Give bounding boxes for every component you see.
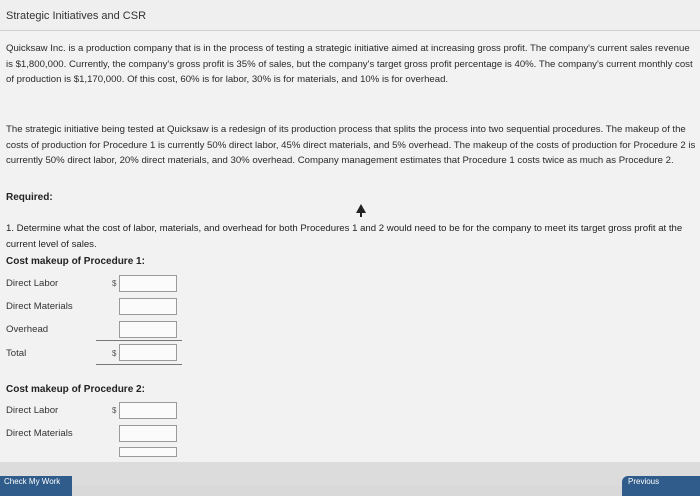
p1-overhead-input[interactable] xyxy=(119,321,177,338)
required-heading: Required: xyxy=(6,192,53,203)
page-header xyxy=(0,0,700,31)
p1-direct-labor-input[interactable] xyxy=(119,275,177,292)
p2-direct-labor-input[interactable] xyxy=(119,402,177,419)
p2-overhead-input-partial[interactable] xyxy=(119,447,177,457)
p1-total-currency: $ xyxy=(112,349,117,358)
page-title: Strategic Initiatives and CSR xyxy=(6,10,147,22)
procedure-2-title: Cost makeup of Procedure 2: xyxy=(6,384,145,395)
scenario-paragraph-2: The strategic initiative being tested at Quicksaw is a redesign of its production process that splits the process into two sequential procedures. The makeup of the costs of production for Procedure 1 is currently 50% direct labor, 45% direct materials, and 5% overhead. The makeup of the costs of production for Procedure 2 is currently 50% direct labor, 20% direct materials, and 30% overhead. Company management estimates that Procedure 1 costs twice as much as Procedure 2. xyxy=(6,124,696,166)
total-rule-line xyxy=(96,340,182,341)
question-1-text: 1. Determine what the cost of labor, materials, and overhead for both Procedures 1 and 2 would need to be for the company to meet its target gross profit at the current level of sales. xyxy=(6,223,683,250)
p1-direct-materials-input[interactable] xyxy=(119,298,177,315)
p1-direct-labor-label: Direct Labor xyxy=(6,278,59,289)
p1-direct-labor-currency: $ xyxy=(112,279,117,288)
mouse-cursor-stem xyxy=(360,212,362,217)
p1-total-label: Total xyxy=(6,348,27,359)
p1-overhead-label: Overhead xyxy=(6,324,49,335)
p2-direct-materials-label: Direct Materials xyxy=(6,428,73,439)
double-rule-line xyxy=(96,364,182,365)
p2-direct-labor-currency: $ xyxy=(112,406,117,415)
p2-direct-labor-label: Direct Labor xyxy=(6,405,59,416)
scenario-paragraph-1: Quicksaw Inc. is a production company that is in the process of testing a strategic initiative aimed at increasing gross profit. The company's current sales revenue is $1,800,000. Currently, the company's gross profit is 35% of sales, but the company's target gross profit percentage is 40%. The company's current monthly cost of production is $1,170,000. Of this cost, 60% is for labor, 30% is for materials, and 10% is for overhead. xyxy=(6,43,693,85)
p1-direct-materials-label: Direct Materials xyxy=(6,301,73,312)
p1-total-input[interactable] xyxy=(119,344,177,361)
check-my-work-button[interactable]: Check My Work xyxy=(0,476,72,496)
procedure-1-title: Cost makeup of Procedure 1: xyxy=(6,256,145,267)
bottom-bar xyxy=(0,462,700,486)
p2-direct-materials-input[interactable] xyxy=(119,425,177,442)
previous-button[interactable]: Previous xyxy=(622,476,700,496)
